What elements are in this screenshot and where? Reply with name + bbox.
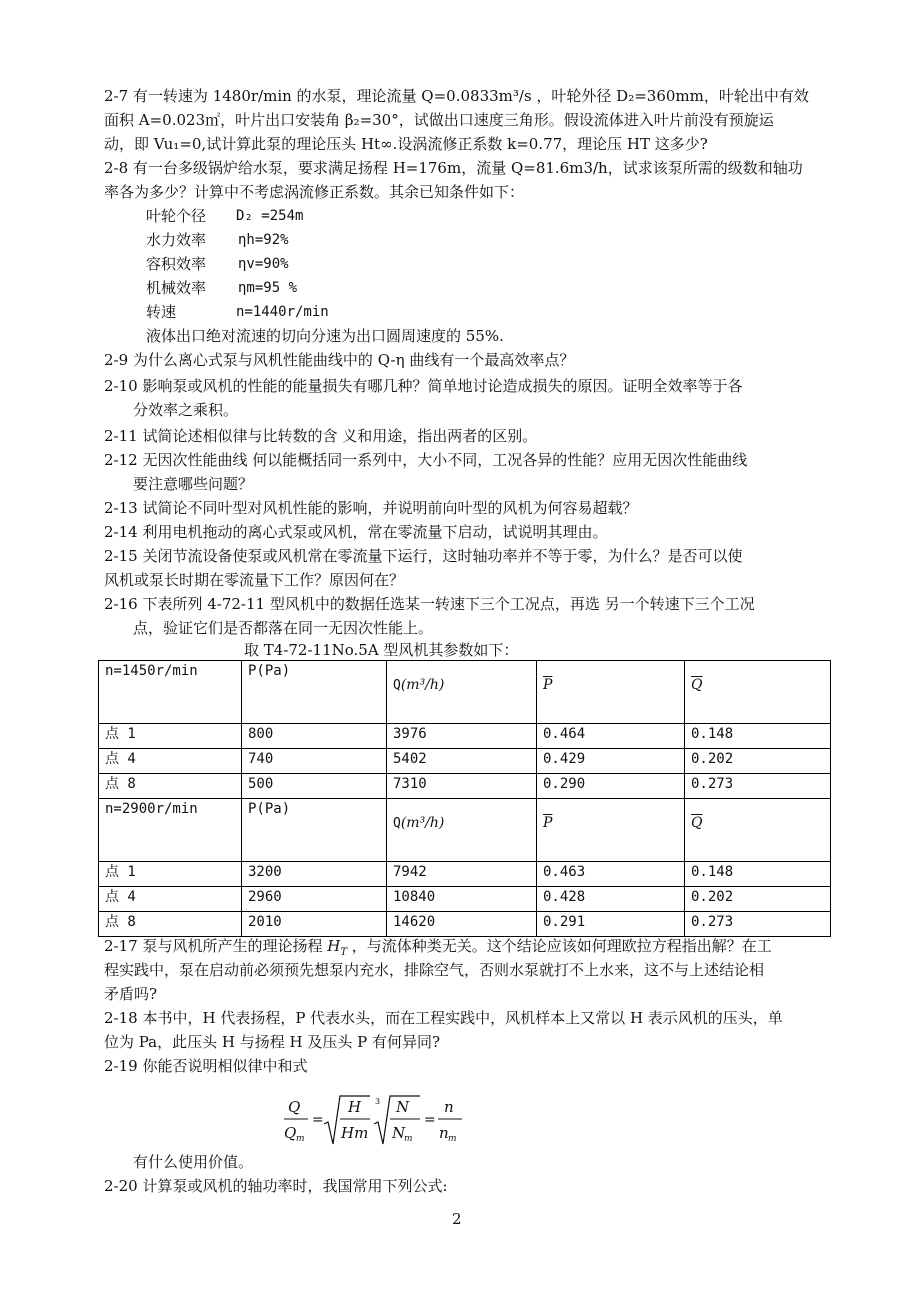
q-cell: 7942 bbox=[387, 862, 537, 887]
formula-root-index: 3 bbox=[375, 1097, 381, 1106]
problem-2-15-line-2: 风机或泵长时期在零流量下工作？原因何在？ bbox=[104, 571, 405, 589]
q-unit: (m³/h) bbox=[400, 815, 445, 831]
problem-2-17-text-b: ，与流体种类无关。这个结论应该如何理欧拉方程指出解？在工 bbox=[347, 937, 772, 955]
table-row bbox=[99, 749, 831, 774]
param-value-4: ηm=95 % bbox=[238, 280, 298, 296]
ht-symbol: H bbox=[327, 937, 341, 955]
param-value-1: D₂ =254m bbox=[236, 208, 304, 224]
problem-2-18-line-2: 位为 Pa，此压头 H 与扬程 H 及压头 P 有何异同? bbox=[104, 1033, 441, 1051]
p-header-2900: P(Pa) bbox=[242, 799, 387, 862]
param-value-2: ηh=92% bbox=[238, 232, 289, 248]
qbar-cell: 0.273 bbox=[685, 774, 831, 799]
table-row bbox=[99, 887, 831, 912]
formula-qm: Q bbox=[284, 1124, 297, 1142]
p-cell: 800 bbox=[242, 724, 387, 749]
pbar-cell: 0.464 bbox=[537, 724, 685, 749]
qbar-cell: 0.202 bbox=[685, 887, 831, 912]
problem-2-8-line-1: 2-8 有一台多级锅炉给水泵，要求满足扬程 H=176m，流量 Q=81.6m3/h，试求该泵所需的级数和轴功 bbox=[104, 159, 803, 177]
problem-2-9: 2-9 为什么离心式泵与风机性能曲线中的 Q-η 曲线有一个最高效率点？ bbox=[104, 351, 575, 369]
formula-q: Q bbox=[288, 1098, 301, 1116]
q-cell: 10840 bbox=[387, 887, 537, 912]
qbar-cell: 0.148 bbox=[685, 862, 831, 887]
formula-h: H bbox=[348, 1098, 362, 1116]
pbar-header-1450 bbox=[537, 661, 685, 724]
formula-nm-sub: m bbox=[448, 1134, 457, 1144]
problem-2-8-line-2: 率各为多少？计算中不考虑涡流修正系数。其余已知条件如下： bbox=[104, 183, 525, 201]
p-cell: 2960 bbox=[242, 887, 387, 912]
speed-1450: n=1450r/min bbox=[99, 661, 242, 724]
qbar-header-1450 bbox=[685, 661, 831, 724]
problem-2-7-line-1: 2-7 有一转速为 1480r/min 的水泵，理论流量 Q=0.0833m³/s ，叶轮外径 D₂=360mm，叶轮出中有效 bbox=[104, 87, 809, 105]
point-cell: 点 4 bbox=[99, 887, 242, 912]
p-cell: 740 bbox=[242, 749, 387, 774]
ht-subscript: T bbox=[340, 947, 348, 958]
formula-nm-big: N bbox=[392, 1124, 406, 1142]
table-row bbox=[99, 774, 831, 799]
table-header-row-2900 bbox=[99, 799, 831, 862]
pbar-cell: 0.429 bbox=[537, 749, 685, 774]
qbar-cell: 0.273 bbox=[685, 912, 831, 937]
qbar-cell: 0.202 bbox=[685, 749, 831, 774]
pbar-cell: 0.290 bbox=[537, 774, 685, 799]
param-label-2: 水力效率 bbox=[146, 231, 207, 249]
param-label-4: 机械效率 bbox=[146, 279, 207, 297]
problem-2-7-line-3: 动，即 Vu₁=0,试计算此泵的理论压头 Ht∞.设涡流修正系数 k=0.77，理论压 HT 这多少? bbox=[104, 135, 708, 153]
problem-2-16-line-2: 点，验证它们是否都落在同一无因次性能上。 bbox=[133, 619, 434, 637]
p-cell: 3200 bbox=[242, 862, 387, 887]
problem-2-8-note: 液体出口绝对流速的切向分速为出口圆周速度的 55%. bbox=[146, 327, 504, 345]
problem-2-17-text-a: 2-17 泵与风机所产生的理论扬程 bbox=[104, 937, 328, 955]
point-cell: 点 8 bbox=[99, 774, 242, 799]
table-row bbox=[99, 862, 831, 887]
p-cell: 500 bbox=[242, 774, 387, 799]
qbar-header-2900 bbox=[685, 799, 831, 862]
table-row bbox=[99, 724, 831, 749]
problem-2-17-line-1 bbox=[104, 936, 772, 963]
problem-2-7-line-2: 面积 A=0.023㎡，叶片出口安装角 β₂=30°，试做出口速度三角形。假设流体进入叶片前没有预旋运 bbox=[104, 111, 774, 129]
problem-2-14: 2-14 利用电机拖动的离心式泵或风机，常在零流量下启动，试说明其理由。 bbox=[104, 523, 608, 541]
formula-nm: n bbox=[439, 1124, 449, 1142]
formula-qm-sub: m bbox=[296, 1134, 305, 1144]
problem-2-17-line-3: 矛盾吗? bbox=[104, 985, 158, 1003]
problem-2-19-line-1: 2-19 你能否说明相似律中和式 bbox=[104, 1057, 308, 1075]
pbar-cell: 0.463 bbox=[537, 862, 685, 887]
page-number: 2 bbox=[452, 1210, 462, 1228]
param-value-5: n=1440r/min bbox=[236, 304, 329, 320]
point-cell: 点 1 bbox=[99, 862, 242, 887]
formula-nm-big-sub: m bbox=[404, 1134, 413, 1144]
q-symbol: Q bbox=[393, 678, 401, 693]
similarity-law-formula bbox=[284, 1092, 484, 1148]
svg-text:=: = bbox=[424, 1112, 436, 1128]
q-cell: 5402 bbox=[387, 749, 537, 774]
q-cell: 14620 bbox=[387, 912, 537, 937]
q-header-1450 bbox=[387, 661, 537, 724]
formula-n: n bbox=[444, 1098, 454, 1116]
q-symbol: Q bbox=[393, 816, 401, 831]
problem-2-10-line-2: 分效率之乘积。 bbox=[133, 401, 239, 419]
point-cell: 点 4 bbox=[99, 749, 242, 774]
problem-2-13: 2-13 试简论不同叶型对风机性能的影响，并说明前向叶型的风机为何容易超载？ bbox=[104, 499, 638, 517]
problem-2-12-line-1: 2-12 无因次性能曲线 何以能概括同一系列中，大小不同，工况各异的性能？应用无因次性能曲线 bbox=[104, 451, 748, 469]
pbar-symbol: $\overline{P}$ bbox=[543, 815, 553, 831]
problem-2-20: 2-20 计算泵或风机的轴功率时，我国常用下列公式: bbox=[104, 1177, 448, 1195]
point-cell: 点 8 bbox=[99, 912, 242, 937]
fan-parameters-table bbox=[98, 660, 831, 937]
problem-2-15-line-1: 2-15 关闭节流设备使泵或风机常在零流量下运行，这时轴功率并不等于零，为什么？是否可以使 bbox=[104, 547, 743, 565]
problem-2-16-line-1: 2-16 下表所列 4-72-11 型风机中的数据任选某一转速下三个工况点，再选 另一个转速下三个工况 bbox=[104, 595, 755, 613]
q-cell: 7310 bbox=[387, 774, 537, 799]
table-row bbox=[99, 912, 831, 937]
problem-2-10-line-1: 2-10 影响泵或风机的性能的能量损失有哪几种？简单地讨论造成损失的原因。证明全效率等于各 bbox=[104, 377, 743, 395]
problem-2-17-line-2: 程实践中，泵在启动前必须预先想泵内充水，排除空气，否则水泵就打不上水来，这不与上述结论相 bbox=[104, 961, 765, 979]
param-label-5: 转速 bbox=[146, 303, 177, 321]
point-cell: 点 1 bbox=[99, 724, 242, 749]
formula-hm: Hm bbox=[341, 1124, 369, 1142]
p-cell: 2010 bbox=[242, 912, 387, 937]
qbar-symbol: $\overline{Q}$ bbox=[691, 677, 703, 693]
problem-2-12-line-2: 要注意哪些问题？ bbox=[133, 475, 254, 493]
problem-2-11: 2-11 试简论述相似律与比转数的含 义和用途，指出两者的区别。 bbox=[104, 427, 538, 445]
q-unit: (m³/h) bbox=[400, 677, 445, 693]
table-caption: 取 T4-72-11No.5A 型风机其参数如下： bbox=[244, 641, 519, 659]
svg-text:=: = bbox=[312, 1112, 324, 1128]
qbar-cell: 0.148 bbox=[685, 724, 831, 749]
q-header-2900 bbox=[387, 799, 537, 862]
pbar-cell: 0.428 bbox=[537, 887, 685, 912]
param-value-3: ηv=90% bbox=[238, 256, 289, 272]
table-header-row-1450 bbox=[99, 661, 831, 724]
problem-2-19-after: 有什么使用价值。 bbox=[133, 1153, 254, 1171]
speed-2900: n=2900r/min bbox=[99, 799, 242, 862]
pbar-cell: 0.291 bbox=[537, 912, 685, 937]
q-cell: 3976 bbox=[387, 724, 537, 749]
param-label-1: 叶轮个径 bbox=[146, 207, 207, 225]
formula-n-big: N bbox=[396, 1098, 410, 1116]
qbar-symbol: $\overline{Q}$ bbox=[691, 815, 703, 831]
pbar-symbol: $\overline{P}$ bbox=[543, 677, 553, 693]
param-label-3: 容积效率 bbox=[146, 255, 207, 273]
p-header-1450: P(Pa) bbox=[242, 661, 387, 724]
pbar-header-2900 bbox=[537, 799, 685, 862]
problem-2-18-line-1: 2-18 本书中，H 代表扬程，P 代表水头，而在工程实践中，风机样本上又常以 H 表示风机的压头，单 bbox=[104, 1009, 783, 1027]
